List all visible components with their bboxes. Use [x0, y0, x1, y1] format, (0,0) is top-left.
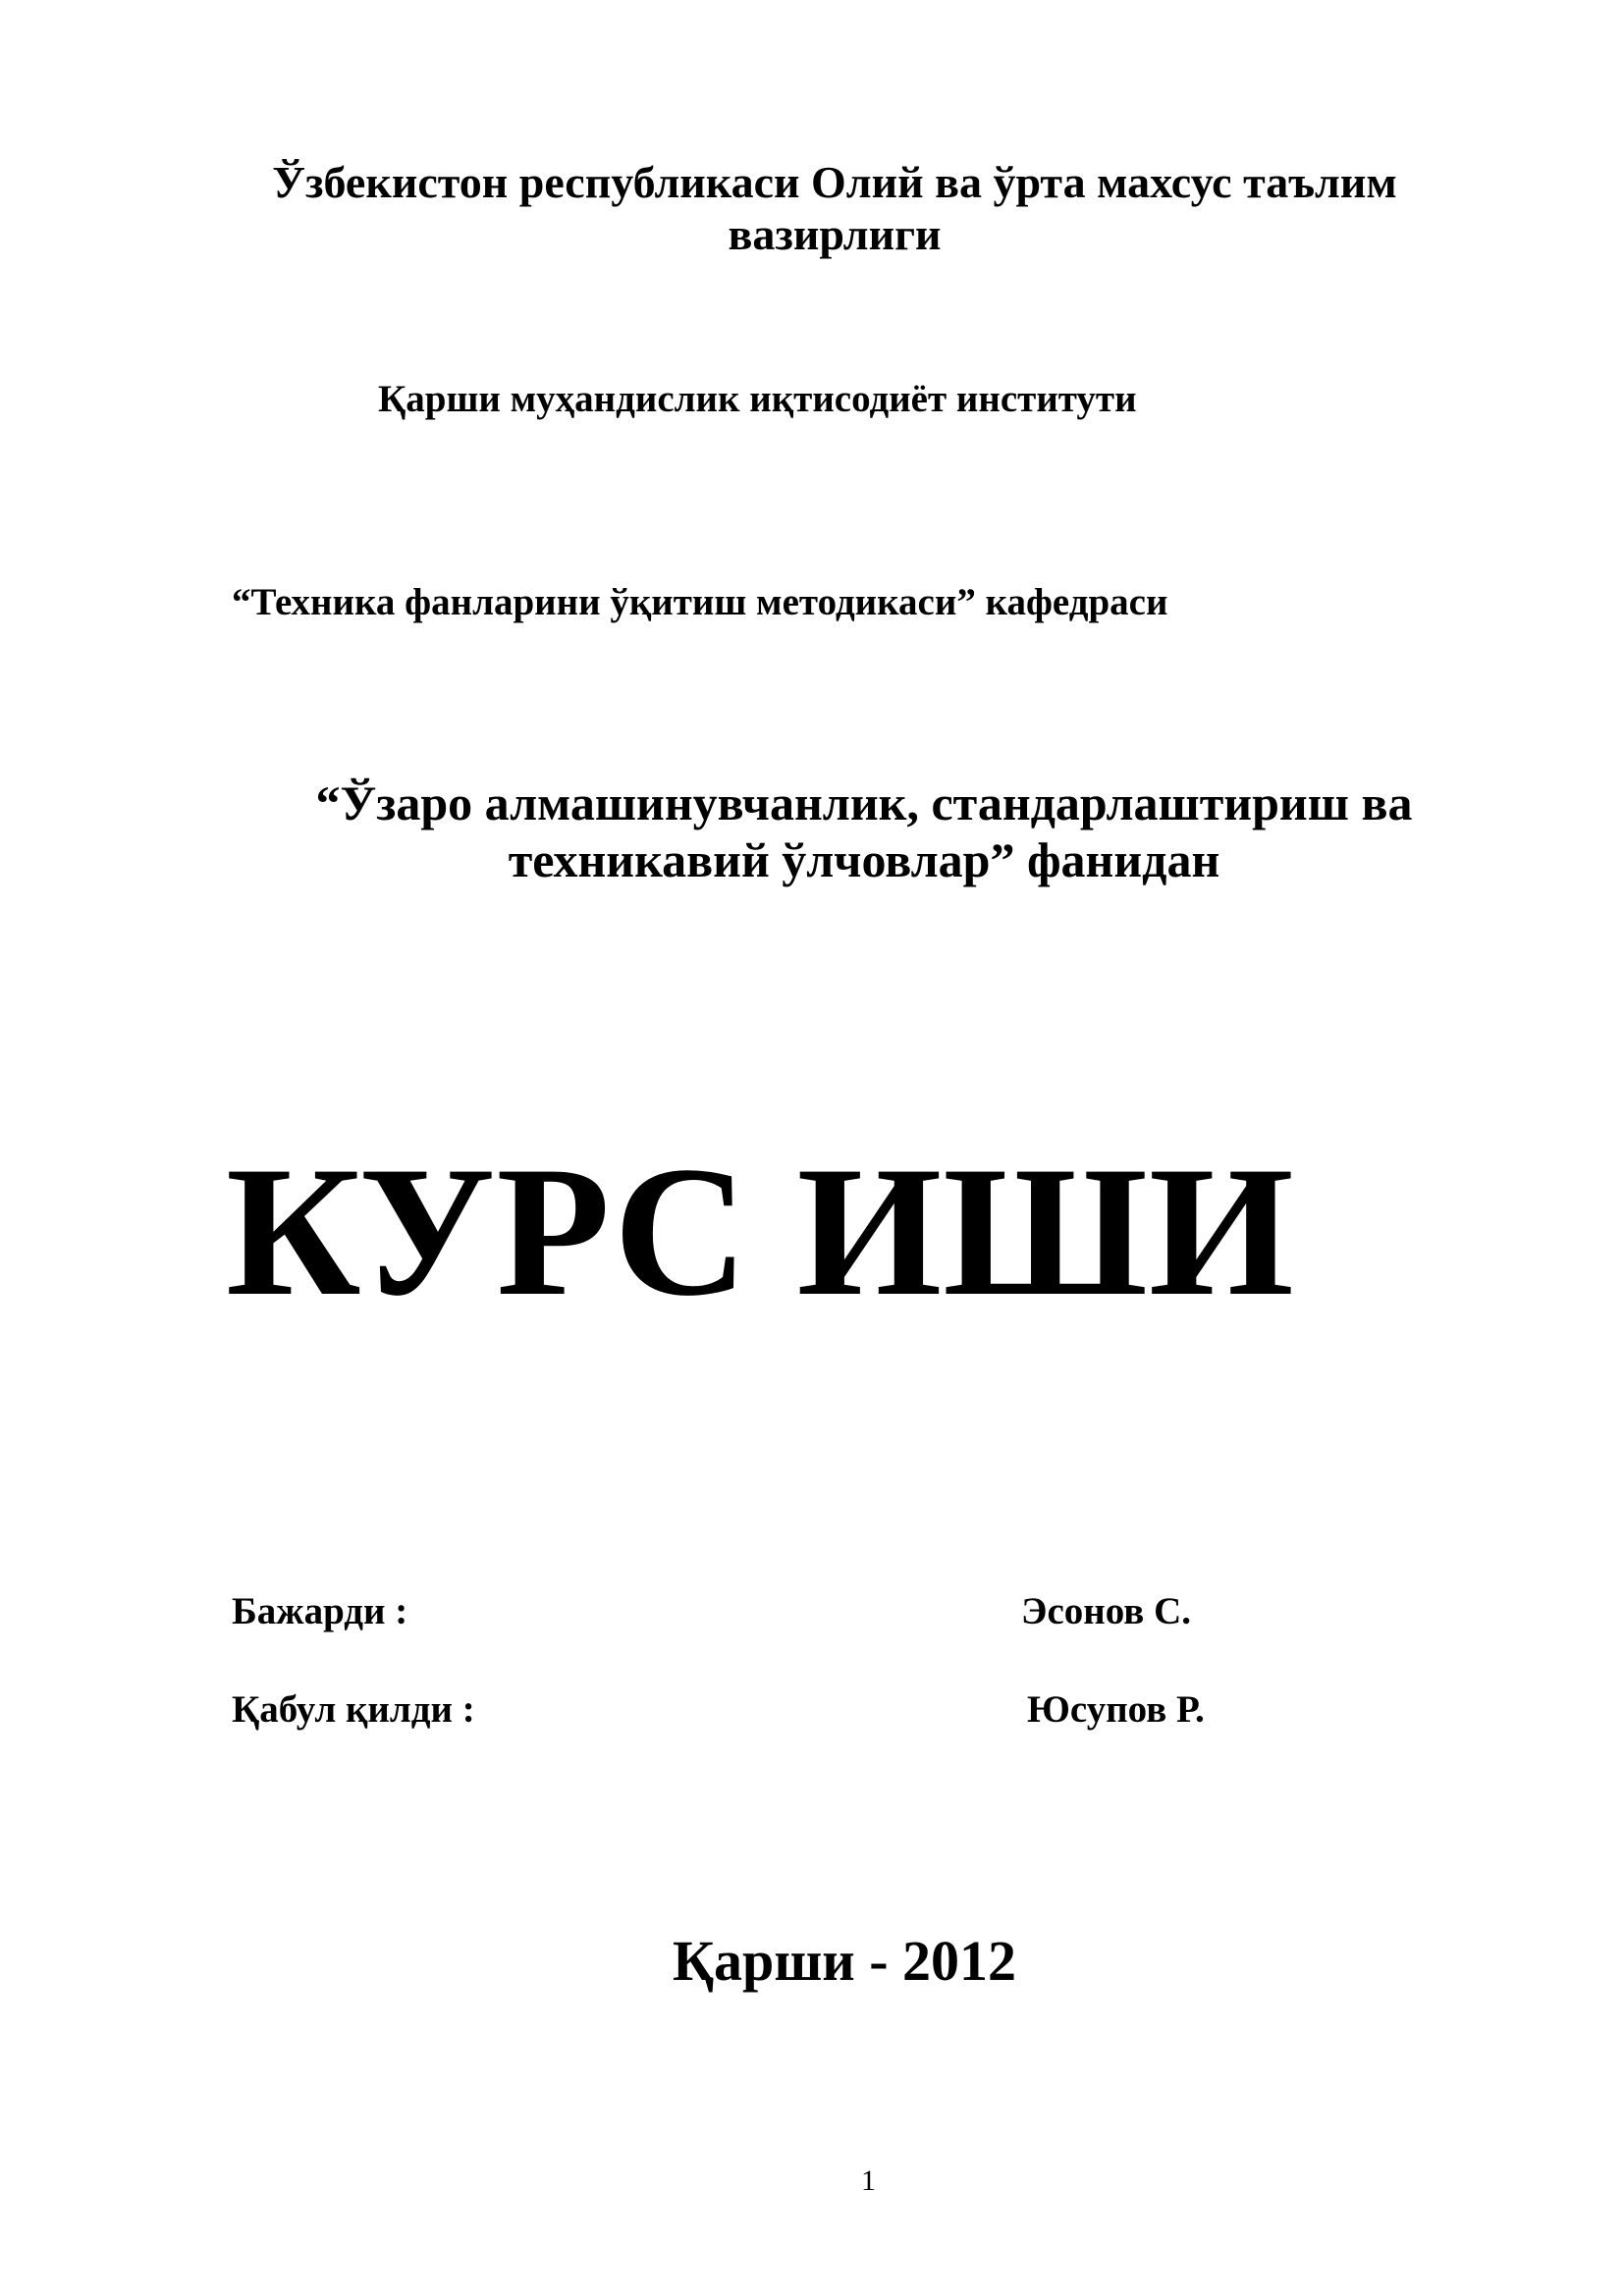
performed-name: Эсонов С. — [1021, 1590, 1191, 1632]
institute-name: Қарши муҳандислик иқтисодиёт институти — [378, 378, 1137, 420]
subject-title: “Ўзаро алмашинувчанлик, стандарлаштириш ва техникавий ўлчовлар” фанидан — [315, 775, 1413, 887]
page-number: 1 — [861, 2164, 876, 2197]
accepted-name: Юсупов Р. — [1027, 1688, 1205, 1731]
performed-label: Бажарди : — [232, 1590, 408, 1632]
work-title: КУРС ИШИ — [226, 1129, 1295, 1335]
department-name: “Техника фанларини ўқитиш методикаси” кафедраси — [232, 581, 1168, 623]
accepted-label: Қабул қилди : — [232, 1688, 475, 1731]
ministry-heading: Ўзбекистон республикаси Олий ва ўрта махсус таълим вазирлиги — [272, 157, 1397, 259]
city-year: Қарши - 2012 — [673, 1929, 1017, 1993]
